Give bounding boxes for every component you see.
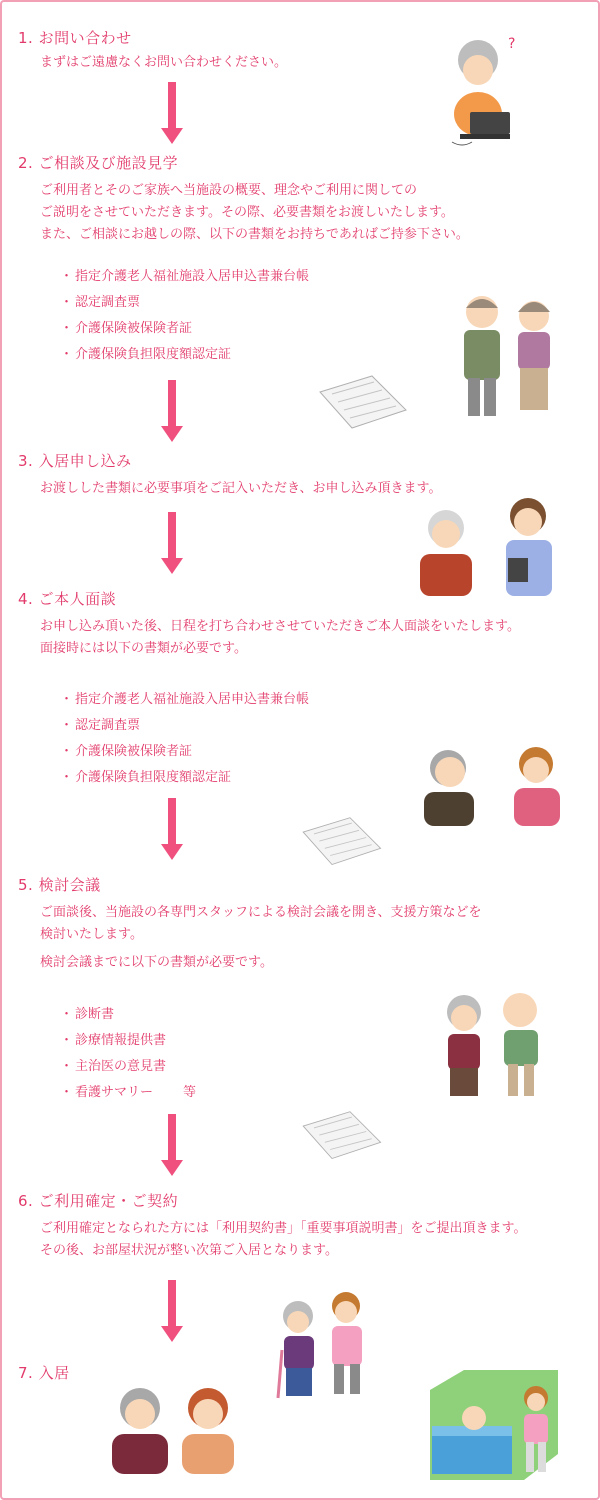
step-7-title: 7. 入居 <box>18 1364 70 1382</box>
step-4-document-list <box>60 687 309 791</box>
elderly-pair-illustration <box>438 992 548 1102</box>
list-item: ・ 診療情報提供書 <box>60 1028 196 1054</box>
step-3-title: 3. 入居申し込み <box>18 452 132 470</box>
step-6-text <box>40 1218 526 1262</box>
step-2-line: ご利用者とそのご家族へ当施設の概要、理念やご利用に関しての <box>40 183 418 198</box>
question-mark: ? <box>508 36 516 52</box>
step-3-text <box>40 478 441 500</box>
caregiver-hug-illustration <box>106 1384 238 1476</box>
down-arrow-2 <box>161 380 183 442</box>
document-illustration <box>296 1108 386 1164</box>
document-illustration <box>296 814 386 870</box>
list-item-text: 看護サマリー <box>75 1085 154 1100</box>
step-4-title: 4. ご本人面談 <box>18 590 117 608</box>
step-1-text <box>40 52 287 74</box>
step-6-line: その後、お部屋状況が整い次第ご入居となります。 <box>40 1243 338 1258</box>
elderly-couple-illustration <box>454 292 562 422</box>
down-arrow-6 <box>161 1280 183 1342</box>
step-1-title: 1. お問い合わせ <box>18 29 132 47</box>
list-item: ・ 認定調査票 <box>60 713 309 739</box>
list-item: ・ 認定調査票 <box>60 290 309 316</box>
down-arrow-1 <box>161 82 183 144</box>
list-item: ・ 介護保険負担限度額認定証 <box>60 765 309 791</box>
step-1-line: まずはご遠慮なくお問い合わせください。 <box>40 55 288 70</box>
step-4-text <box>40 616 520 660</box>
interview-illustration <box>420 742 566 828</box>
list-item: ・ 介護保険被保険者証 <box>60 739 309 765</box>
list-item: ・ 指定介護老人福祉施設入居申込書兼台帳 <box>60 264 309 290</box>
elderly-woman-and-caregiver-illustration <box>416 492 566 598</box>
down-arrow-3 <box>161 512 183 574</box>
list-item: ・ 介護保険負担限度額認定証 <box>60 342 309 368</box>
step-2-text <box>40 180 469 246</box>
step-2-document-list <box>60 264 309 368</box>
list-suffix: 等 <box>183 1085 197 1100</box>
step-5-title: 5. 検討会議 <box>18 876 101 894</box>
step-5-line: 検討いたします。 <box>40 927 143 942</box>
down-arrow-5 <box>161 1114 183 1176</box>
step-5-text <box>40 902 481 974</box>
list-item: ・ 指定介護老人福祉施設入居申込書兼台帳 <box>60 687 309 713</box>
list-item <box>60 1080 196 1106</box>
step-4-line: お申し込み頂いた後、日程を打ち合わせさせていただきご本人面談をいたします。 <box>40 619 520 634</box>
step-2-title: 2. ご相談及び施設見学 <box>18 154 179 172</box>
step-5-line: 検討会議までに以下の書類が必要です。 <box>40 955 273 970</box>
walking-assist-illustration <box>274 1290 374 1402</box>
list-item: ・ 主治医の意見書 <box>60 1054 196 1080</box>
step-6-line: ご利用確定となられた方には「利用契約書」「重要事項説明書」をご提出頂きます。 <box>40 1221 527 1236</box>
step-3-line: お渡しした書類に必要事項をご記入いただき、お申し込み頂きます。 <box>40 481 442 496</box>
down-arrow-4 <box>161 798 183 860</box>
step-5-document-list <box>60 1002 196 1106</box>
step-6-title: 6. ご利用確定・ご契約 <box>18 1192 179 1210</box>
bathing-assist-illustration <box>424 1368 564 1482</box>
list-item: ・ 介護保険被保険者証 <box>60 316 309 342</box>
list-item: ・ 診断書 <box>60 1002 196 1028</box>
document-illustration <box>312 374 412 432</box>
step-5-line: ご面談後、当施設の各専門スタッフによる検討会議を開き、支援方策などを <box>40 905 482 920</box>
step-2-line: ご説明をさせていただきます。その際、必要書類をお渡しいたします。 <box>40 205 454 220</box>
step-4-line: 面接時には以下の書類が必要です。 <box>40 641 247 656</box>
step-2-line: また、ご相談にお越しの際、以下の書類をお持ちであればご持参下さい。 <box>40 227 469 242</box>
elderly-woman-computer-illustration <box>442 32 532 150</box>
